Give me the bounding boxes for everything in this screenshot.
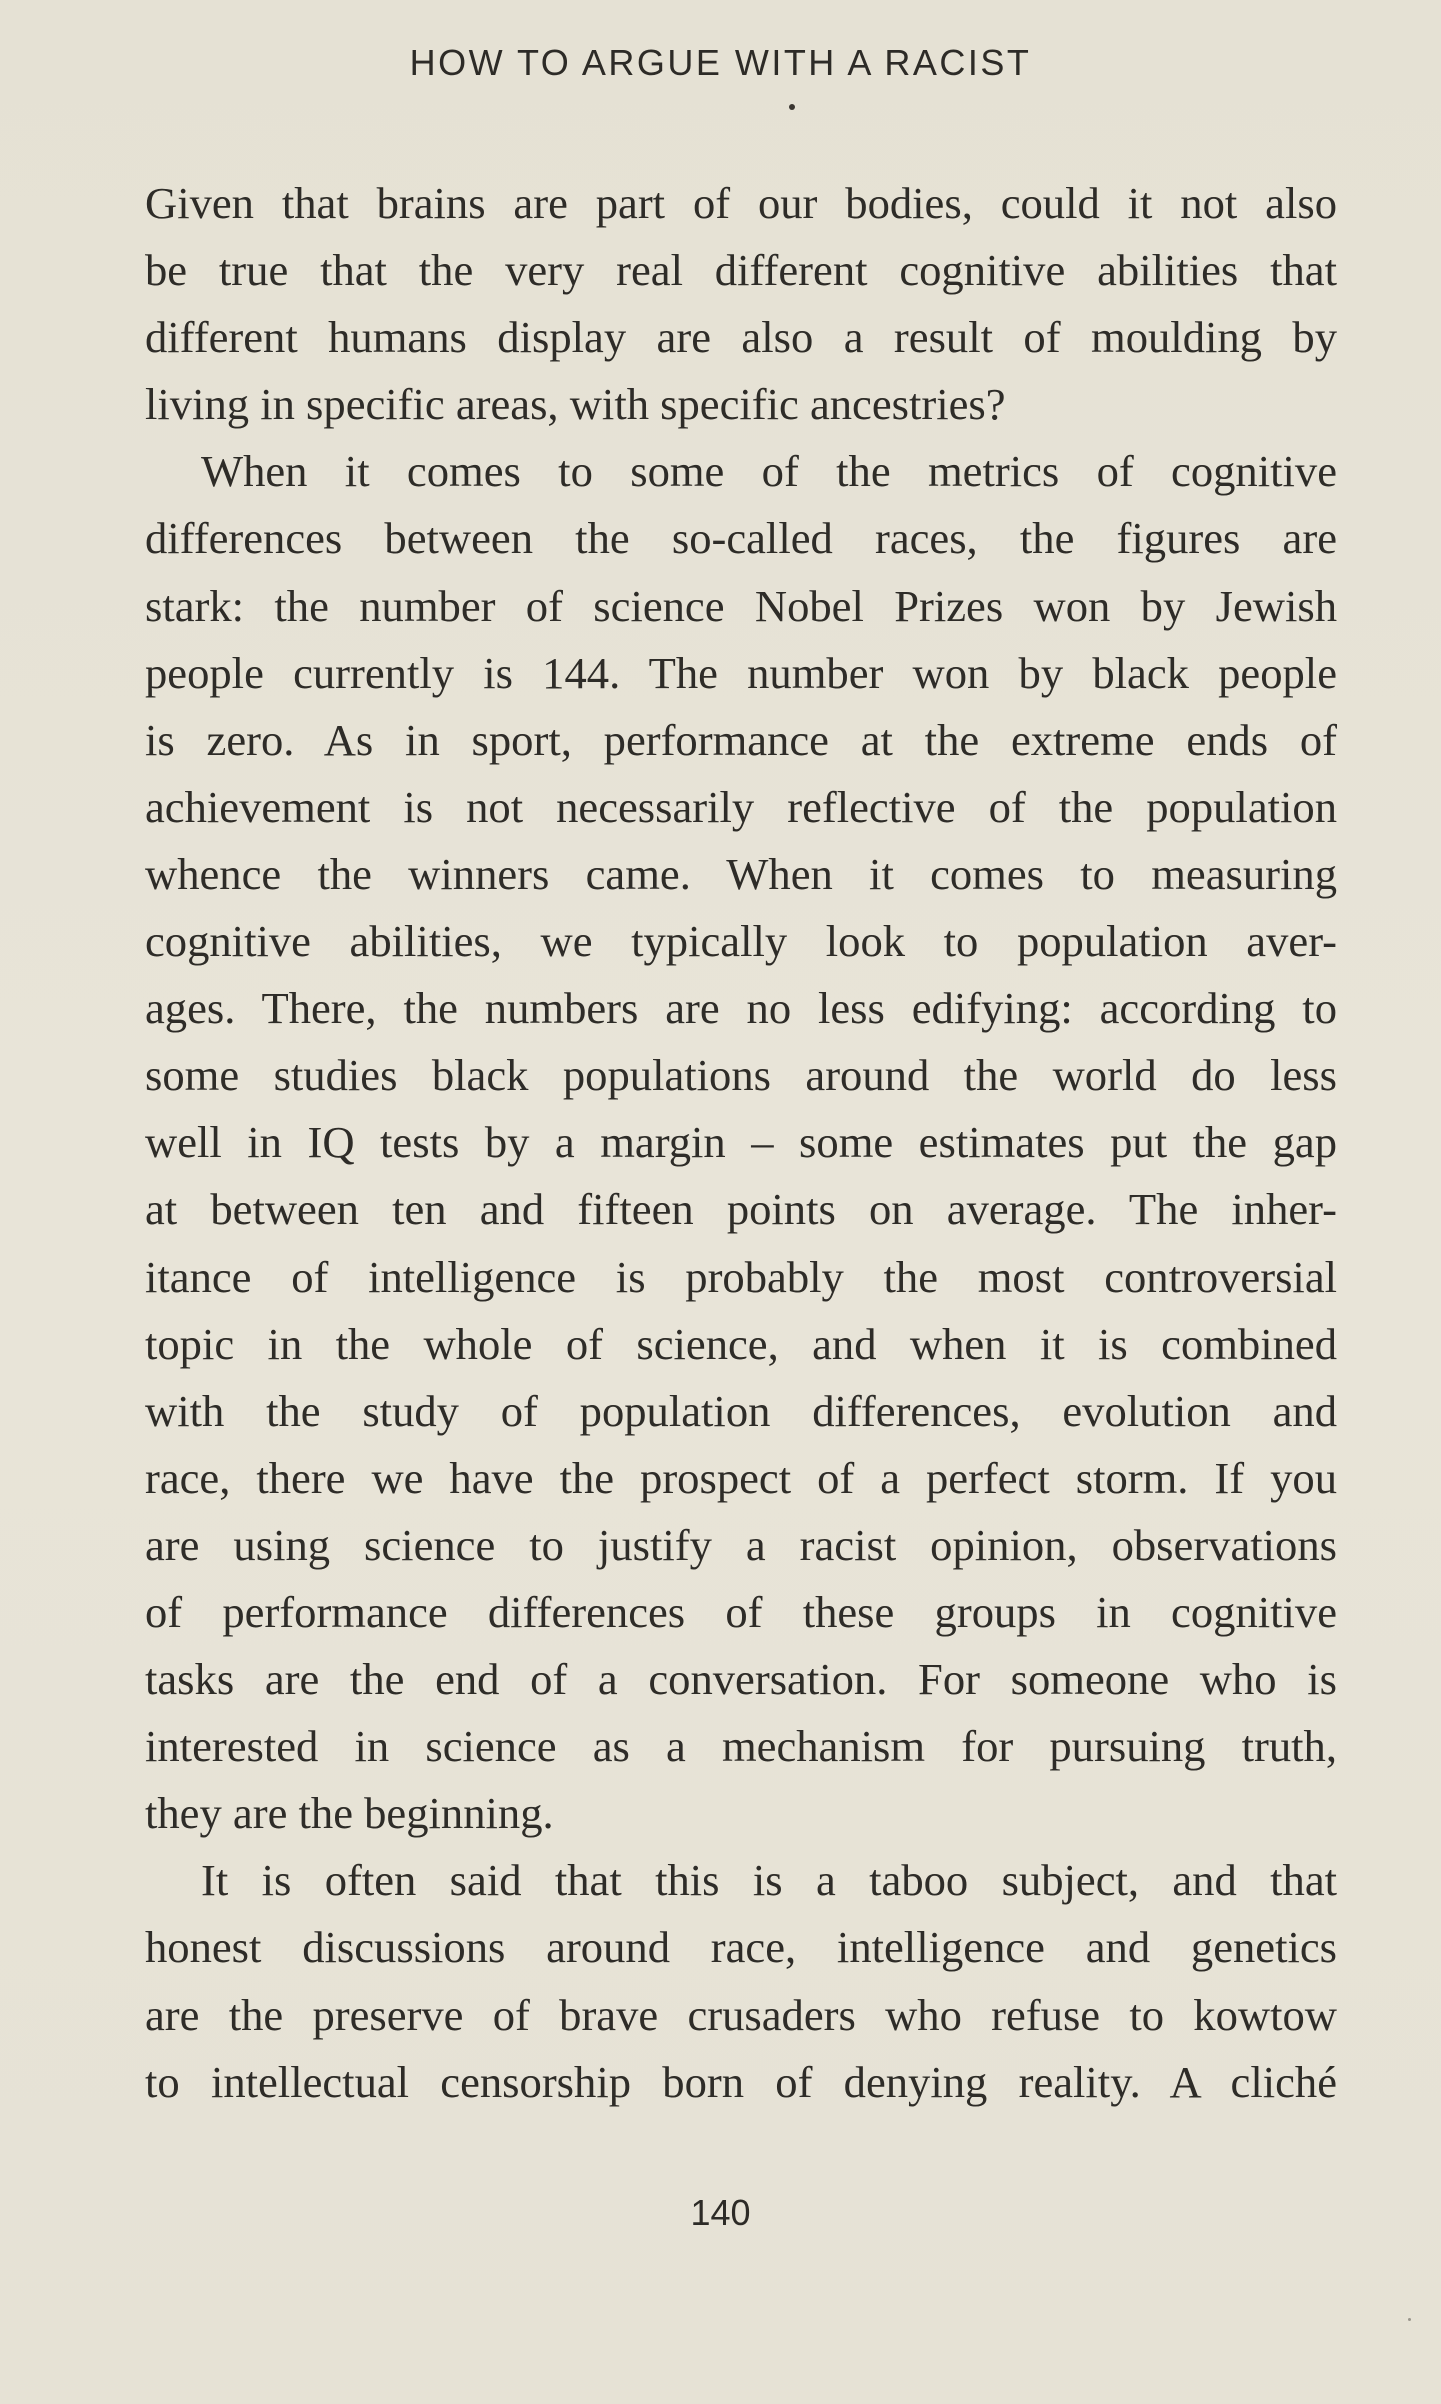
text-line: ages. There, the numbers are no less edifying: according to [145, 983, 1337, 1034]
text-line: tasks are the end of a conversation. For someone who is [145, 1654, 1337, 1705]
text-line: stark: the number of science Nobel Prizes won by Jewish [145, 580, 1337, 631]
text-line: differences between the so-called races, the figures are [145, 513, 1337, 564]
text-line: some studies black populations around the world do less [145, 1050, 1337, 1101]
text-line: different humans display are also a result of moulding by [145, 312, 1337, 363]
text-line: people currently is 144. The number won by black people [145, 647, 1337, 698]
text-line: itance of intelligence is probably the most controversial [145, 1251, 1337, 1302]
text-line: well in IQ tests by a margin – some estimates put the gap [145, 1117, 1337, 1168]
text-line: honest discussions around race, intelligence and genetics [145, 1922, 1337, 1973]
text-line: are using science to justify a racist opinion, observations [145, 1519, 1337, 1570]
text-line: of performance differences of these groups in cognitive [145, 1586, 1337, 1637]
text-line: race, there we have the prospect of a perfect storm. If you [145, 1452, 1337, 1503]
paper-speck [1408, 2318, 1411, 2321]
text-line: is zero. As in sport, performance at the extreme ends of [145, 714, 1337, 765]
text-line: are the preserve of brave crusaders who refuse to kowtow [145, 1989, 1337, 2040]
text-line: interested in science as a mechanism for pursuing truth, [145, 1721, 1337, 1772]
text-line: whence the winners came. When it comes to measuring [145, 848, 1337, 899]
page-number: 140 [690, 2192, 751, 2233]
text-line: It is often said that this is a taboo subject, and that [201, 1855, 1337, 1906]
text-line: at between ten and fifteen points on average. The inher- [145, 1184, 1337, 1235]
text-line: to intellectual censorship born of denying reality. A cliché [145, 2056, 1337, 2107]
ornament-dot-icon [789, 104, 795, 110]
body-text [145, 170, 1337, 2116]
text-line: living in specific areas, with specific ancestries? [145, 379, 1006, 430]
text-line: Given that brains are part of our bodies, could it not also [145, 178, 1337, 228]
running-head: HOW TO ARGUE WITH A RACIST [409, 42, 1032, 83]
text-line: be true that the very real different cognitive abilities that [145, 245, 1337, 296]
text-line: achievement is not necessarily reflective of the population [145, 781, 1337, 832]
text-line: they are the beginning. [145, 1788, 554, 1839]
text-line: with the study of population differences, evolution and [145, 1385, 1337, 1436]
text-line: topic in the whole of science, and when it is combined [145, 1318, 1337, 1369]
text-line: cognitive abilities, we typically look to population aver- [145, 916, 1337, 967]
text-line: When it comes to some of the metrics of cognitive [201, 446, 1337, 497]
